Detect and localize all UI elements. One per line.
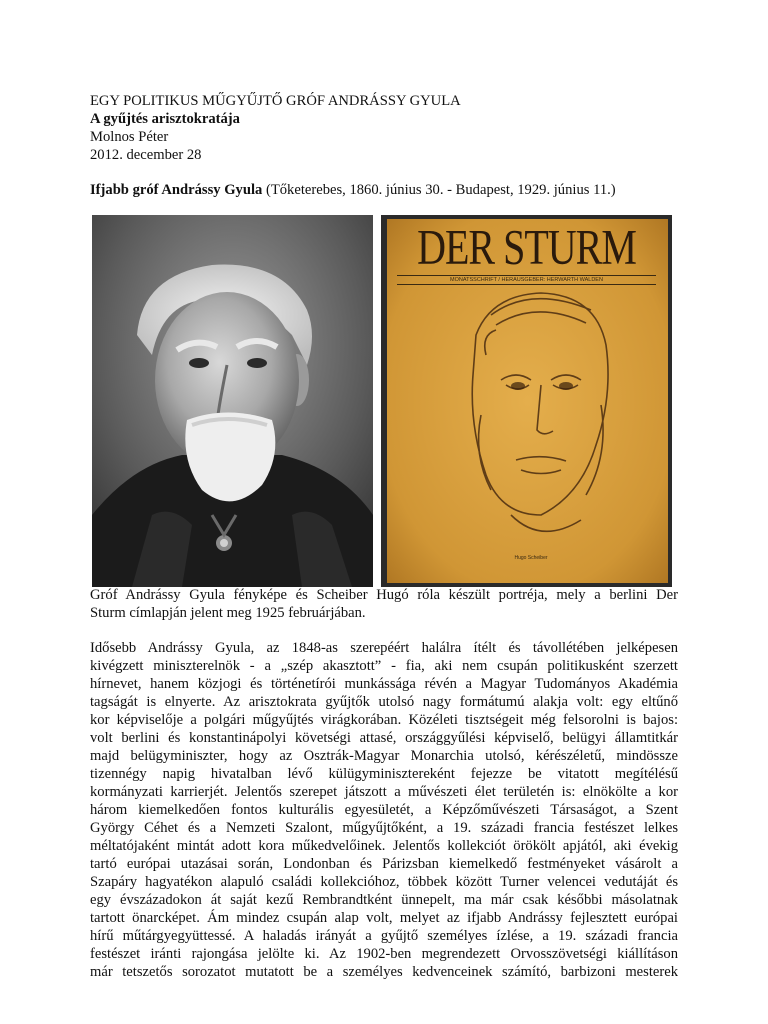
author-name: Molnos Péter xyxy=(90,129,169,145)
article-title: EGY POLITIKUS MŰGYŰJTŐ GRÓF ANDRÁSSY GYULA xyxy=(90,93,461,109)
body-line: kor képviselője a polgári műgyűjtés virágkorában. Közéleti tisztségeit még felsorolni is bajos: xyxy=(90,712,678,728)
figure-images xyxy=(92,215,674,587)
body-paragraph xyxy=(90,639,678,981)
body-line: egy évszázadokon át saját kezű Rembrandtként ünnepelt, ma már csak későbbi másolatnak xyxy=(90,892,678,908)
cover-artist: Hugo Scheiber xyxy=(514,555,548,561)
cover-subtitle: MONATSSCHRIFT / HERAUSGEBER: HERWARTH WALDEN xyxy=(397,275,656,285)
person-name: Ifjabb gróf Andrássy Gyula xyxy=(90,182,263,198)
document-page xyxy=(90,92,678,980)
body-line: már tetszetős sorozatot mutatott be a személyes kedvenceinek számító, barbizoni mesterek xyxy=(90,964,678,980)
spacer xyxy=(90,164,678,181)
body-line: három kiemelkedően fontos kulturális egyesületét, a Képzőművészeti Társaságot, a Szent xyxy=(90,802,678,818)
body-line: méltatójaként mintát adott kora műkedvelőinek. Jelentős kollekciót örökölt apjától, aki évekig xyxy=(90,838,678,854)
portrait-photo xyxy=(92,215,373,587)
body-line: tartó európai utazásai során, Londonban és Párizsban kiemelkedő festményeket vásárolt a xyxy=(90,856,678,872)
person-heading xyxy=(90,181,678,199)
body-line: kormányzati karrierjét. Jelentős szerepet játszott a művészeti élet területén is: elnökölte a kor xyxy=(90,784,678,800)
figure-caption xyxy=(90,587,678,623)
body-line: tartott önarcképet. Ám mindez csupán alap volt, melyet az ifjabb Andrássy fejlesztett európai xyxy=(90,910,678,926)
der-sturm-cover xyxy=(381,215,672,587)
body-line: kivégzett miniszterelnök - a „szép akasztott” - fia, aki nem csupán politikusként szerzett xyxy=(90,658,678,674)
body-line: Idősebb Andrássy Gyula, az 1848-as szerepéért halálra ítélt és távollétében jelképesen xyxy=(90,640,678,656)
body-line: tagságát is elnyerte. Az arisztokrata gyűjtők utolsó nagy formátumú alakja volt: egy eltűnő xyxy=(90,694,678,710)
caption-line: Gróf Andrássy Gyula fényképe és Scheiber Hugó róla készült portréja, mely a berlini Der xyxy=(90,587,678,603)
body-line: majd belügyminiszter, hogy az Osztrák-Magyar Monarchia utolsó, kérészéletű, mindössze xyxy=(90,748,678,764)
cover-title: DER STURM xyxy=(417,218,636,275)
body-line: hírnevet, hanem közjogi és történetírói munkássága révén a Magyar Tudományos Akadémia xyxy=(90,676,678,692)
body-line: hírű műtárgyegyüttessé. A haladás irányát a gyűjtő személyes ízlése, a 19. századi francia xyxy=(90,928,678,944)
body-line: tizennégy napig hivatalban lévő külügyminisztereként fejezze be vitatott megítélésű xyxy=(90,766,678,782)
article-subtitle: A gyűjtés arisztokratája xyxy=(90,111,240,127)
caption-line: Sturm címlapján jelent meg 1925 februárjában. xyxy=(90,605,366,621)
body-line: Szapáry hagyatékon alapuló családi kollekcióhoz, többek között Turner velencei vedutáját és xyxy=(90,874,678,890)
body-line: festészet iránti rajongása jelölte ki. Az 1902-ben megrendezett Orvosszövetségi kiállításon xyxy=(90,946,678,962)
person-lifespan: (Tőketerebes, 1860. június 30. - Budapest, 1929. június 11.) xyxy=(262,182,616,198)
body-line: György Céhet és a Nemzeti Szalont, műgyűjtőként, a 19. századi francia festészet lelkes xyxy=(90,820,678,836)
article-date: 2012. december 28 xyxy=(90,147,202,163)
body-line: volt berlini és konstantinápolyi követségi attasé, országgyűlési képviselő, belügyi államtitkár xyxy=(90,730,678,746)
portrait-photo-image xyxy=(92,215,373,587)
